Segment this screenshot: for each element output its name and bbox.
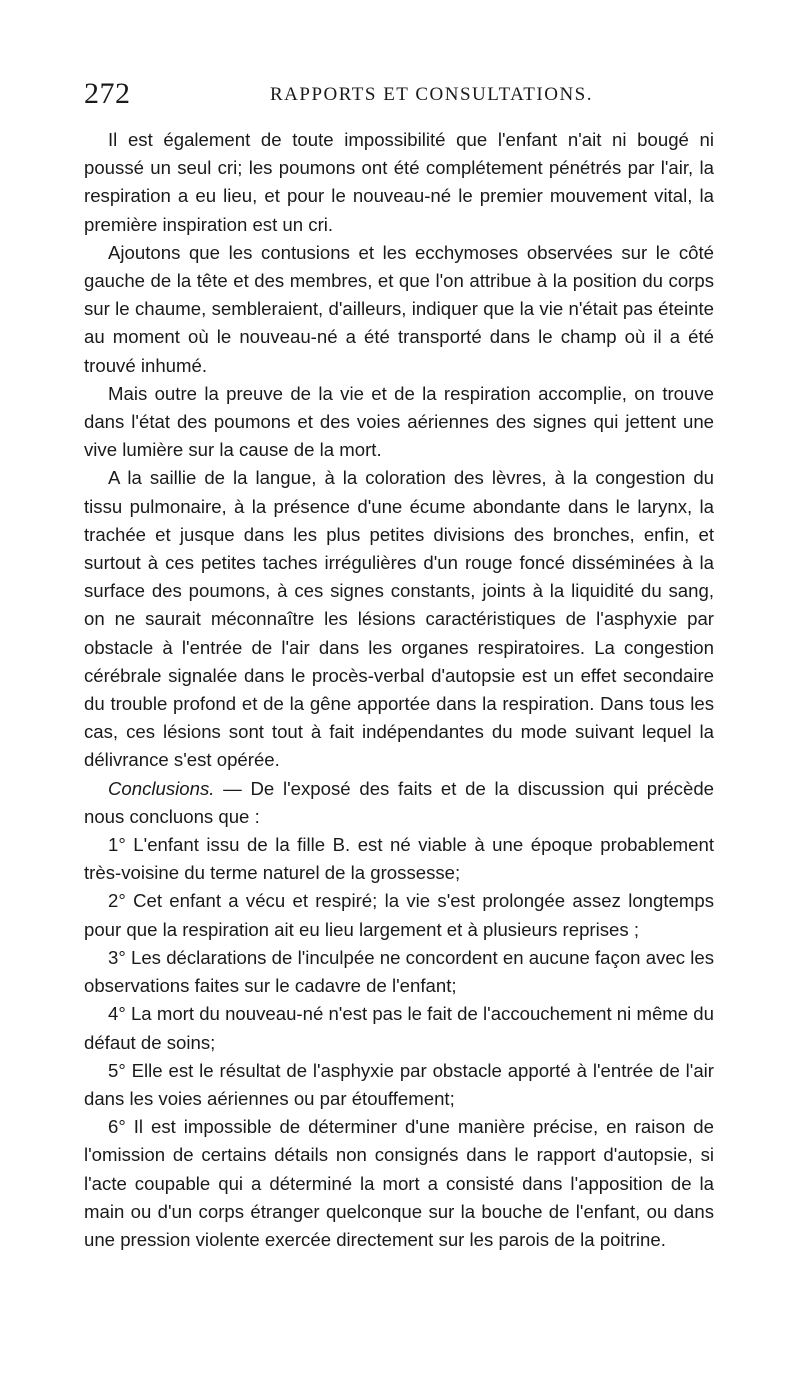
paragraph: Il est également de toute impossibilité que l'enfant n'ait ni bougé ni poussé un seul cri; les poumons ont été complétement pénétrés par l'air, la respiration a eu lieu, et pour le nouveau-né le premier mouvement vital, la première inspiration est un cri. bbox=[84, 129, 714, 235]
conclusion-item: 2° Cet enfant a vécu et respiré; la vie s'est prolongée assez longtemps pour que la respiration ait eu lieu largement et à plusieurs reprises ; bbox=[84, 890, 714, 940]
conclusion-item: 1° L'enfant issu de la fille B. est né viable à une époque probablement très-voisine du terme naturel de la grossesse; bbox=[84, 834, 714, 884]
running-head: RAPPORTS ET CONSULTATIONS. bbox=[270, 84, 593, 105]
page-number: 272 bbox=[84, 77, 131, 110]
body-text bbox=[84, 126, 714, 1254]
conclusion-item: 5° Elle est le résultat de l'asphyxie par obstacle apporté à l'entrée de l'air dans les voies aériennes ou par étouffement; bbox=[84, 1059, 714, 1109]
conclusion-item: 4° La mort du nouveau-né n'est pas le fait de l'accouchement ni même du défaut de soins; bbox=[84, 1003, 714, 1053]
paragraph: Ajoutons que les contusions et les ecchymoses observées sur le côté gauche de la tête et des membres, et que l'on attribue à la position du corps sur le chaume, sembleraient, d'ailleurs, indiquer que la vie n'était pas éteinte au moment où le nouveau-né a été transporté dans le champ où il a été trouvé inhumé. bbox=[84, 241, 714, 376]
conclusion-item: 6° Il est impossible de déterminer d'une manière précise, en raison de l'omission de certains détails non consignés dans le rapport d'autopsie, si l'acte coupable qui a déterminé la mort a consisté dans l'apposition de la main ou d'un corps étranger quelconque sur la bouche de l'enfant, ou dans une pression violente exercée directement sur les parois de la poitrine. bbox=[84, 1116, 714, 1250]
page-header bbox=[84, 76, 714, 112]
paragraph: A la saillie de la langue, à la coloration des lèvres, à la congestion du tissu pulmonaire, à la présence d'une écume abondante dans le larynx, la trachée et jusque dans les plus petites divisions des bronches, enfin, et surtout à ces petites taches irrégulières d'un rouge foncé disséminées à la surface des poumons, à ces signes constants, joints à la liquidité du sang, on ne saurait méconnaître les lésions caractéristiques de l'asphyxie par obstacle à l'entrée de l'air dans les organes respiratoires. La congestion cérébrale signalée dans le procès-verbal d'autopsie est un effet secondaire du trouble profond et de la gêne apportée dans la respiration. Dans tous les cas, ces lésions sont tout à fait indépendantes du mode suivant lequel la délivrance s'est opérée. bbox=[84, 467, 714, 771]
conclusions-intro: — De l'exposé des faits et de la discussion qui précède nous concluons que : bbox=[84, 777, 714, 827]
conclusion-item: 3° Les déclarations de l'inculpée ne concordent en aucune façon avec les observations faites sur le cadavre de l'enfant; bbox=[84, 946, 714, 997]
paragraph: Mais outre la preuve de la vie et de la respiration accomplie, on trouve dans l'état des poumons et des voies aériennes des signes qui jettent une vive lumière sur la cause de la mort. bbox=[84, 382, 714, 461]
book-page bbox=[84, 76, 714, 1254]
conclusions-paragraph bbox=[84, 775, 714, 831]
conclusions-label: Conclusions. bbox=[108, 777, 215, 799]
